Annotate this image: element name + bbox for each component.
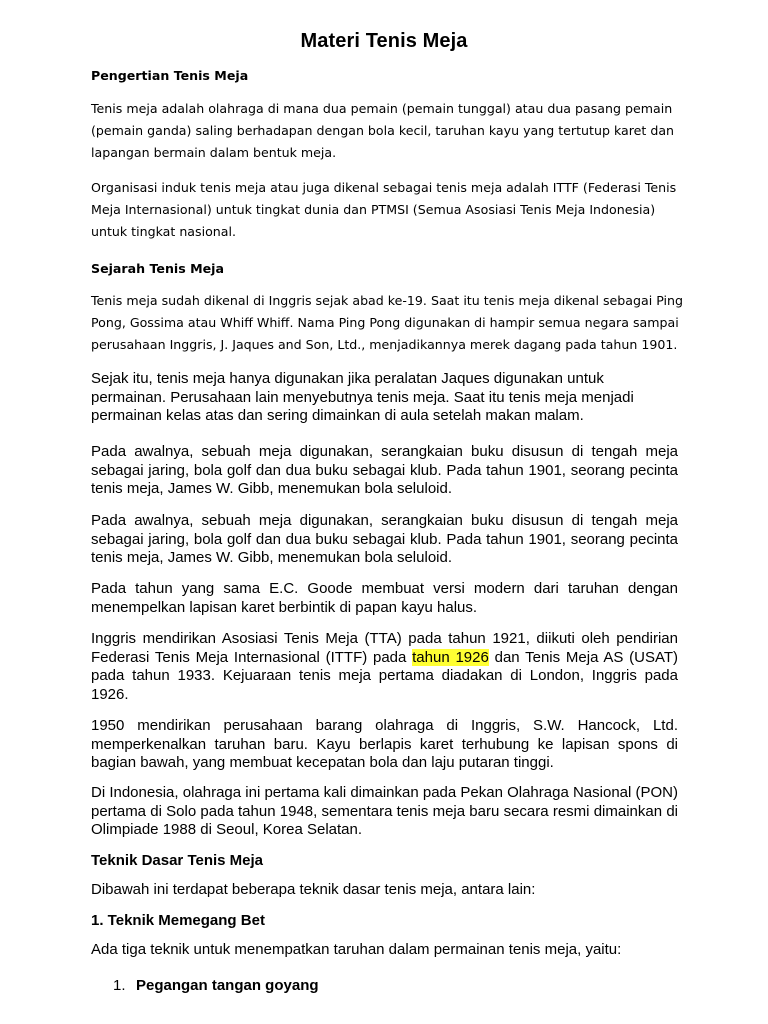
text-line: Meja Internasional) untuk tingkat dunia dan PTMSI (Semua Asosiasi Tenis Meja Indonesia)	[91, 202, 656, 217]
text-line: (pemain ganda) saling berhadapan dengan bola kecil, taruhan kayu yang tertutup karet dan	[91, 123, 675, 138]
paragraph-history-4: Pada awalnya, sebuah meja digunakan, serangkaian buku disusun di tengah meja sebagai jaring, bola golf dan dua buku sebagai klub. Pada tahun 1901, seorang pecinta tenis meja, James W. Gibb, menemukan bola seluloid.	[91, 512, 678, 566]
section-heading-pengertian: Pengertian Tenis Meja	[91, 68, 249, 83]
text-line: Organisasi induk tenis meja atau juga dikenal sebagai tenis meja adalah ITTF (Federasi Tenis	[91, 180, 677, 195]
text-line: perusahaan Inggris, J. Jaques and Son, Ltd., menjadikannya merek dagang pada tahun 1901.	[91, 337, 678, 352]
paragraph-history-5: Pada tahun yang sama E.C. Goode membuat versi modern dari taruhan dengan menempelkan lapisan karet berbintik di papan kayu halus.	[91, 580, 678, 616]
text-line: Pong, Gossima atau Whiff Whiff. Nama Ping Pong digunakan di hampir semua negara sampai	[91, 315, 679, 330]
text-line: Tenis meja sudah dikenal di Inggris sejak abad ke-19. Saat itu tenis meja dikenal sebagai Ping	[91, 293, 684, 308]
text-line: lapangan bermain dalam bentuk meja.	[91, 145, 337, 160]
paragraph-organization	[91, 177, 691, 243]
paragraph-history-intro	[91, 290, 691, 356]
paragraph-definition	[91, 98, 691, 164]
paragraph-memegang-bet-intro: Ada tiga teknik untuk menempatkan taruhan dalam permainan tenis meja, yaitu:	[91, 941, 622, 958]
page-title: Materi Tenis Meja	[300, 30, 468, 52]
paragraph-history-3: Pada awalnya, sebuah meja digunakan, serangkaian buku disusun di tengah meja sebagai jaring, bola golf dan dua buku sebagai klub. Pada tahun 1901, seorang pecinta tenis meja, James W. Gibb, menemukan bola seluloid.	[91, 443, 678, 497]
paragraph-history-8: Di Indonesia, olahraga ini pertama kali dimainkan pada Pekan Olahraga Nasional (PON) pertama di Solo pada tahun 1948, sementara tenis meja baru secara resmi dimainkan di Olimpiade 1988 di Seoul, Korea Selatan.	[91, 784, 678, 838]
list-item-number: 1.	[113, 977, 126, 994]
text-run: dan Tenis Meja AS (USAT) pada tahun 1933. Kejuaraan tenis meja pertama diadakan di London, Inggris pada 1926.	[91, 648, 679, 703]
section-heading-teknik: Teknik Dasar Tenis Meja	[91, 852, 264, 869]
text-line: Tenis meja adalah olahraga di mana dua pemain (pemain tunggal) atau dua pasang pemain	[91, 101, 673, 116]
highlighted-text: tahun 1926	[412, 648, 489, 666]
text-line: untuk tingkat nasional.	[91, 224, 236, 239]
subsection-heading-memegang-bet: 1. Teknik Memegang Bet	[91, 912, 265, 929]
paragraph-history-6	[91, 630, 678, 704]
paragraph-teknik-intro: Dibawah ini terdapat beberapa teknik dasar tenis meja, antara lain:	[91, 881, 536, 898]
paragraph-history-7: 1950 mendirikan perusahaan barang olahraga di Inggris, S.W. Hancock, Ltd. memperkenalkan taruhan baru. Kayu berlapis karet terhubung ke lapisan spons di bagian bawah, yang membuat kecepatan bola dan laju putaran tinggi.	[91, 717, 678, 771]
section-heading-sejarah: Sejarah Tenis Meja	[91, 261, 224, 276]
list-item-text: Pegangan tangan goyang	[136, 977, 319, 994]
text-run: Inggris mendirikan Asosiasi Tenis Meja (TTA) pada tahun 1921, diikuti oleh pendirian Federasi Tenis Meja Internasional (ITTF) pada	[91, 630, 678, 666]
paragraph-history-2: Sejak itu, tenis meja hanya digunakan jika peralatan Jaques digunakan untuk permainan. Perusahaan lain menyebutnya tenis meja. Saat itu tenis meja menjadi permainan kelas atas dan sering dimainkan di aula setelah makan malam.	[91, 370, 634, 424]
